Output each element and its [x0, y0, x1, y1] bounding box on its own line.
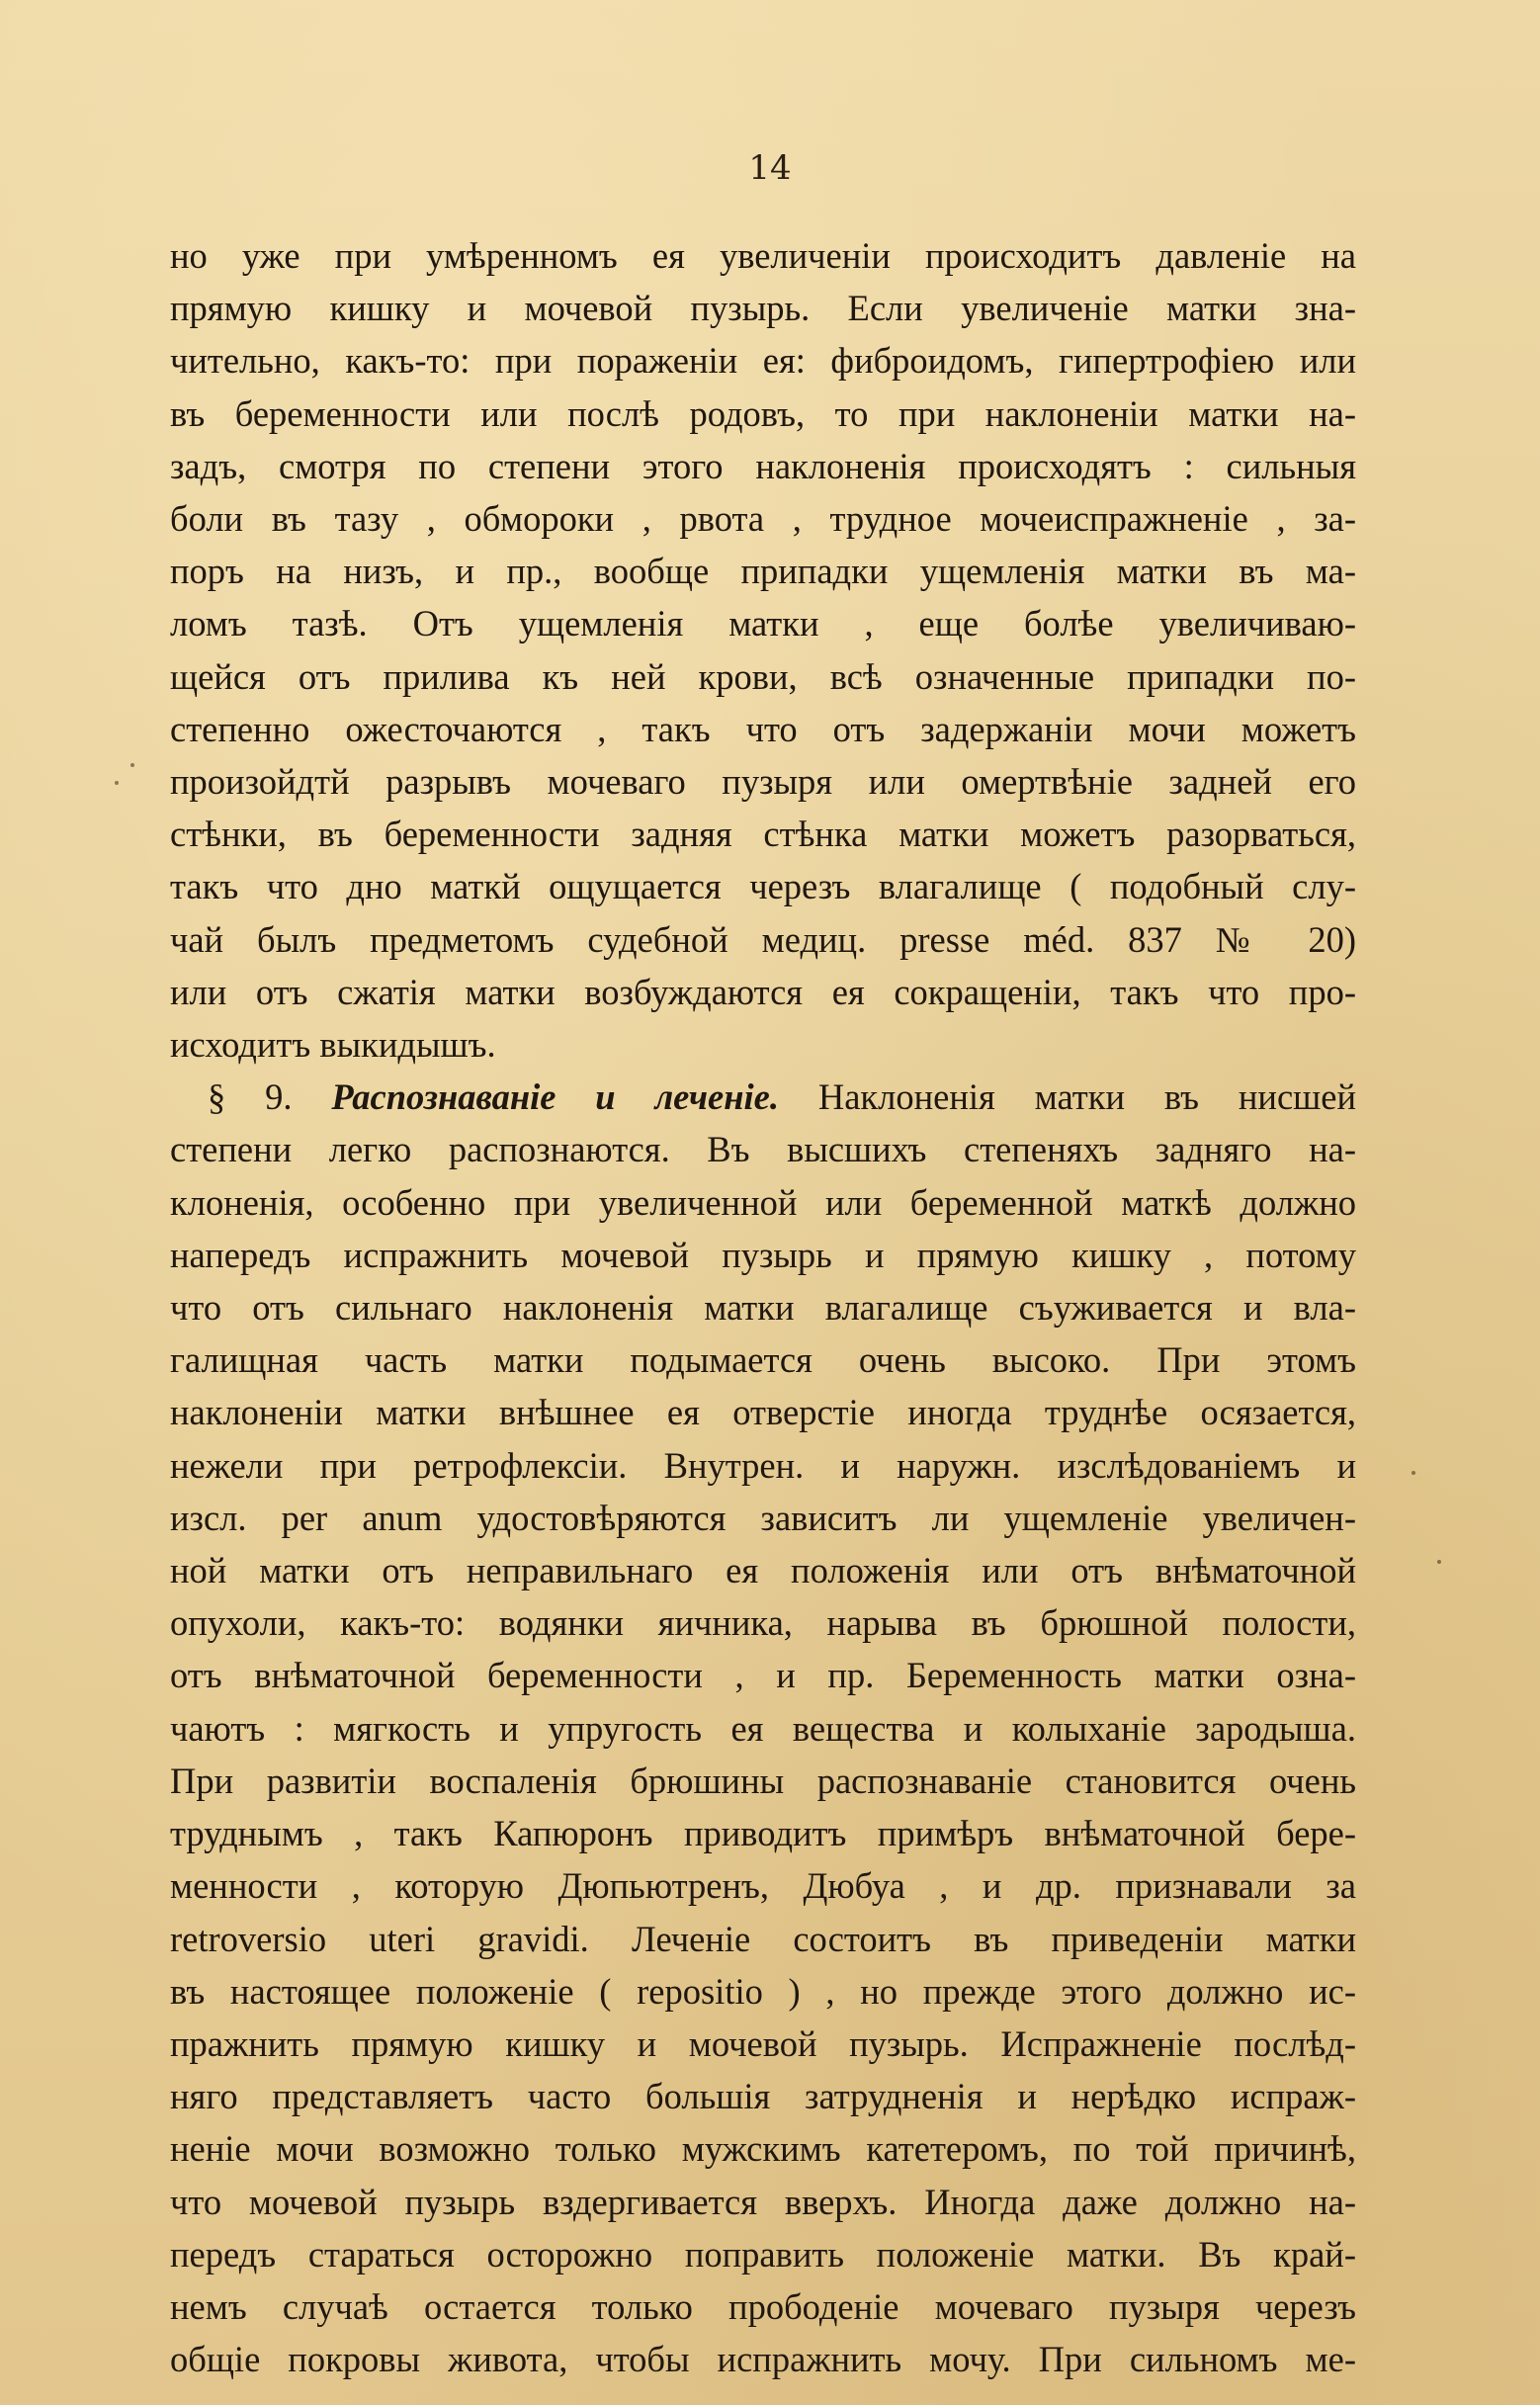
section-mark: § 9. [208, 1076, 293, 1118]
text-line: поръ на низъ, и пр., вообще припадки ущемленiя матки въ ма- [170, 551, 1356, 592]
text-line: ненiе мочи возможно только мужскимъ катетеромъ, по той причинѣ, [170, 2128, 1356, 2170]
text-line: retroversio uteri gravidi. Леченiе состоитъ въ приведенiи матки [170, 1918, 1356, 1959]
paper-speck [1412, 1471, 1415, 1475]
text-line: что отъ сильнаго наклоненiя матки влагалище съуживается и вла- [170, 1287, 1356, 1329]
text-line: общiе покровы живота, чтобы испражнить мочу. При сильномъ ме- [170, 2339, 1356, 2380]
text-line: галищная часть матки подымается очень высоко. При этомъ [170, 1339, 1356, 1381]
page-number: 14 [748, 148, 792, 188]
text-line: няго представляетъ часто большiя затрудненiя и нерѣдко испраж- [170, 2076, 1356, 2117]
text-line: такъ что дно маткй ощущается черезъ влагалище ( подобный слу- [170, 866, 1356, 907]
text-line: отъ внѣматочной беременности , и пр. Беременность матки озна- [170, 1655, 1356, 1696]
text-line: При развитiи воспаленiя брюшины распознаванiе становится очень [170, 1760, 1356, 1801]
text-line: передъ стараться осторожно поправить положенiе матки. Въ край- [170, 2233, 1356, 2275]
text-line: чаютъ : мягкость и упругость ея вещества и колыханiе зародыша. [170, 1707, 1356, 1749]
text-line: труднымъ , такъ Капюронъ приводитъ примѣръ внѣматочной бере- [170, 1813, 1356, 1854]
text-line: степенно ожесточаются , такъ что отъ задержанiи мочи можетъ [170, 708, 1356, 749]
text-line: боли въ тазу , обмороки , рвота , трудное мочеиспражненiе , за- [170, 498, 1356, 540]
text-line: опухоли, какъ-то: водянки яичника, нарыва въ брюшной полости, [170, 1602, 1356, 1644]
text-line: въ беременности или послѣ родовъ, то при наклоненiи матки на- [170, 392, 1356, 434]
text-line: произойдтй разрывъ мочеваго пузыря или омертвѣнiе задней его [170, 761, 1356, 803]
text-line: наклоненiи матки внѣшнее ея отверстiе иногда труднѣе осязается, [170, 1392, 1356, 1433]
text-line: ной матки отъ неправильнаго ея положенiя или отъ внѣматочной [170, 1550, 1356, 1591]
text-line: нежели при ретрофлексiи. Внутрен. и наружн. изслѣдованiемъ и [170, 1444, 1356, 1486]
text-line: напередъ испражнить мочевой пузырь и прямую кишку , потому [170, 1234, 1356, 1275]
paper-speck [115, 781, 119, 785]
text-line: немъ случаѣ остается только прободенiе мочеваго пузыря черезъ [170, 2285, 1356, 2327]
text-line: что мочевой пузырь вздергивается вверхъ. Иногда даже должно на- [170, 2181, 1356, 2222]
text-line: пражнить прямую кишку и мочевой пузырь. Испражненiе послѣд- [170, 2022, 1356, 2064]
text-line: или отъ сжатiя матки возбуждаются ея сокращенiи, такъ что про- [170, 971, 1356, 1012]
text-line: но уже при умѣренномъ ея увеличенiи происходитъ давленiе на [170, 235, 1356, 276]
section-title: Распознаванiе и леченiе. [331, 1076, 779, 1118]
text-line: чительно, какъ-то: при пораженiи ея: фиброидомъ, гипертрофiею или [170, 340, 1356, 382]
text-line: въ настоящее положенiе ( repositio ) , но прежде этого должно ис- [170, 1970, 1356, 2012]
text-line: исходитъ выкидышъ. [170, 1024, 496, 1066]
section-first-line-text: Наклоненiя матки въ нисшей [817, 1076, 1356, 1118]
paper-speck [1437, 1560, 1441, 1564]
text-line: изсл. per anum удостовѣряются зависитъ ли ущемленiе увеличен- [170, 1497, 1356, 1538]
text-line: щейся отъ прилива къ ней крови, всѣ означенные припадки по- [170, 655, 1356, 697]
text-line: стѣнки, въ беременности задняя стѣнка матки можетъ разорваться, [170, 814, 1356, 855]
text-line: клоненiя, особенно при увеличенной или беременной маткѣ должно [170, 1181, 1356, 1223]
text-line: менности , которую Дюпьютренъ, Дюбуа , и др. признавали за [170, 1865, 1356, 1907]
text-line: прямую кишку и мочевой пузырь. Если увеличенiе матки зна- [170, 288, 1356, 329]
text-line: задъ, смотря по степени этого наклоненiя происходятъ : сильныя [170, 445, 1356, 486]
paper-speck [130, 763, 134, 767]
body-text [170, 229, 1356, 2385]
text-line: чай былъ предметомъ судебной медиц. presse méd. 837 № 20) [170, 918, 1356, 960]
text-line: ломъ тазѣ. Отъ ущемленiя матки , еще болѣе увеличиваю- [170, 603, 1356, 644]
text-line: степени легко распознаются. Въ высшихъ степеняхъ задняго на- [170, 1129, 1356, 1170]
section-heading-line [170, 1071, 1356, 1123]
